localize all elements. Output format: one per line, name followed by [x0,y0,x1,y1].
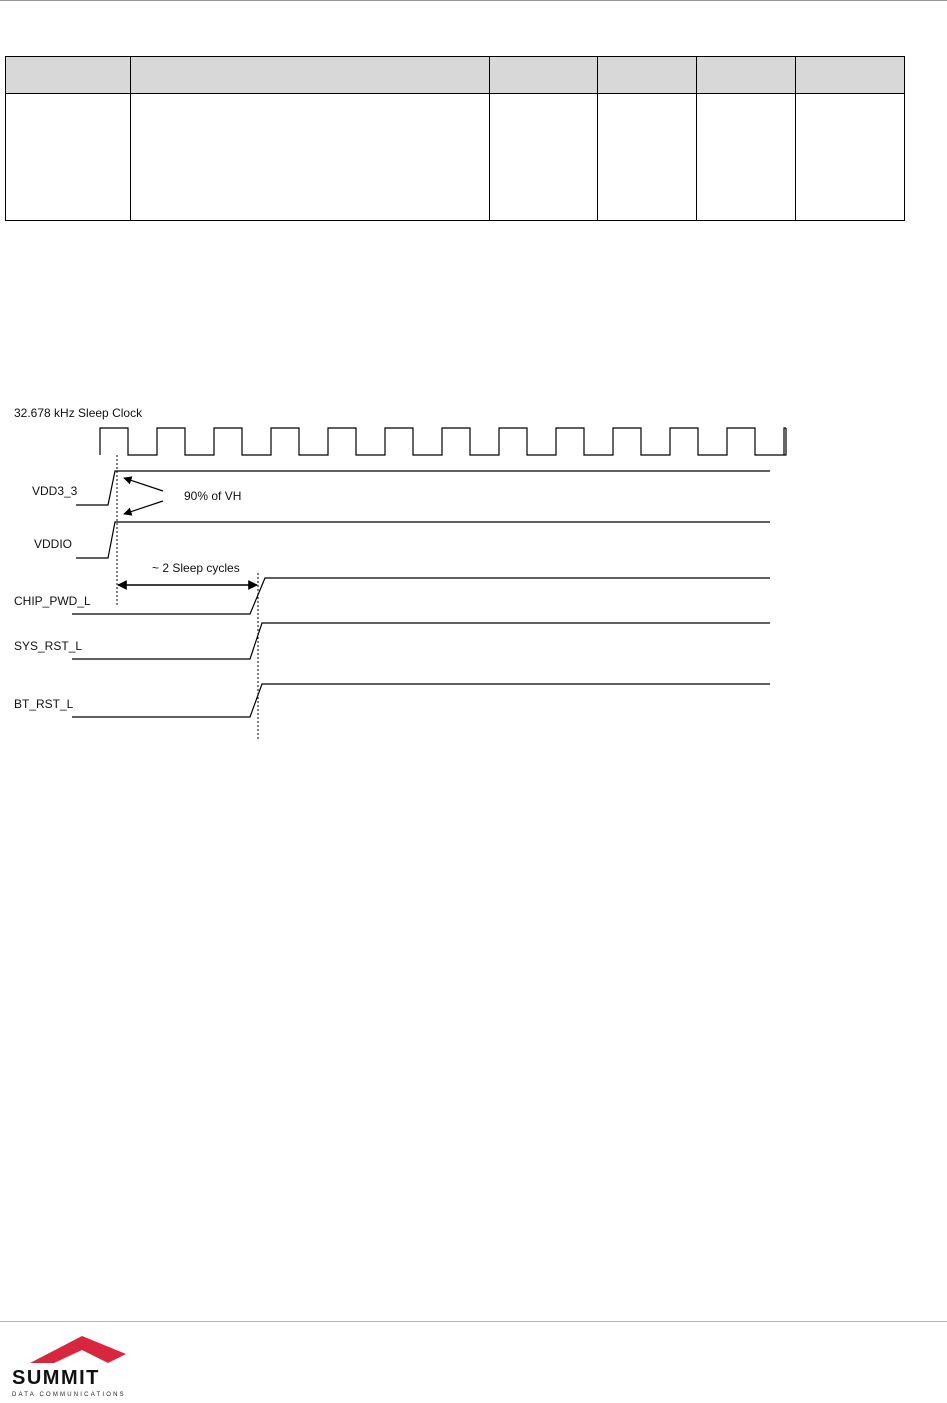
logo-tagline: DATA COMMUNICATIONS [12,1392,126,1398]
table-cell [490,94,598,221]
timing-diagram [0,395,800,745]
mountain-icon [30,1336,126,1363]
vddio-waveform [76,522,770,558]
table-cell [6,94,131,221]
table-cell [697,94,796,221]
table-cell [131,94,490,221]
bt-rst-l-waveform [72,684,770,717]
header-rule [0,0,947,1]
sys-rst-l-waveform [72,623,770,659]
table-header-cell [490,57,598,94]
signal-label-vdd3-3: VDD3_3 [32,484,78,498]
threshold-arrow-lower [124,501,163,514]
table-header-cell [598,57,697,94]
table-header-row [6,57,905,94]
signal-label-sys-rst-l: SYS_RST_L [14,639,83,653]
delay-note: ~ 2 Sleep cycles [152,561,240,575]
signal-label-bt-rst-l: BT_RST_L [14,697,74,711]
chip-pwd-l-waveform [72,578,770,614]
table-header-cell [6,57,131,94]
signal-label-vddio: VDDIO [34,537,73,551]
footer-rule [0,1321,947,1322]
table-cell [598,94,697,221]
threshold-arrow-upper [124,478,163,491]
spec-table [5,56,905,221]
signal-label-chip-pwd-l: CHIP_PWD_L [14,594,91,608]
table-header-cell [796,57,905,94]
table-header-cell [697,57,796,94]
logo-wordmark: SUMMIT [12,1367,100,1389]
table-header-cell [131,57,490,94]
clock-label: 32.678 kHz Sleep Clock [14,406,143,420]
table-row [6,94,905,221]
clock-waveform [100,428,786,455]
table-cell [796,94,905,221]
threshold-note: 90% of VH [184,489,242,503]
vdd3-3-waveform [76,471,770,505]
